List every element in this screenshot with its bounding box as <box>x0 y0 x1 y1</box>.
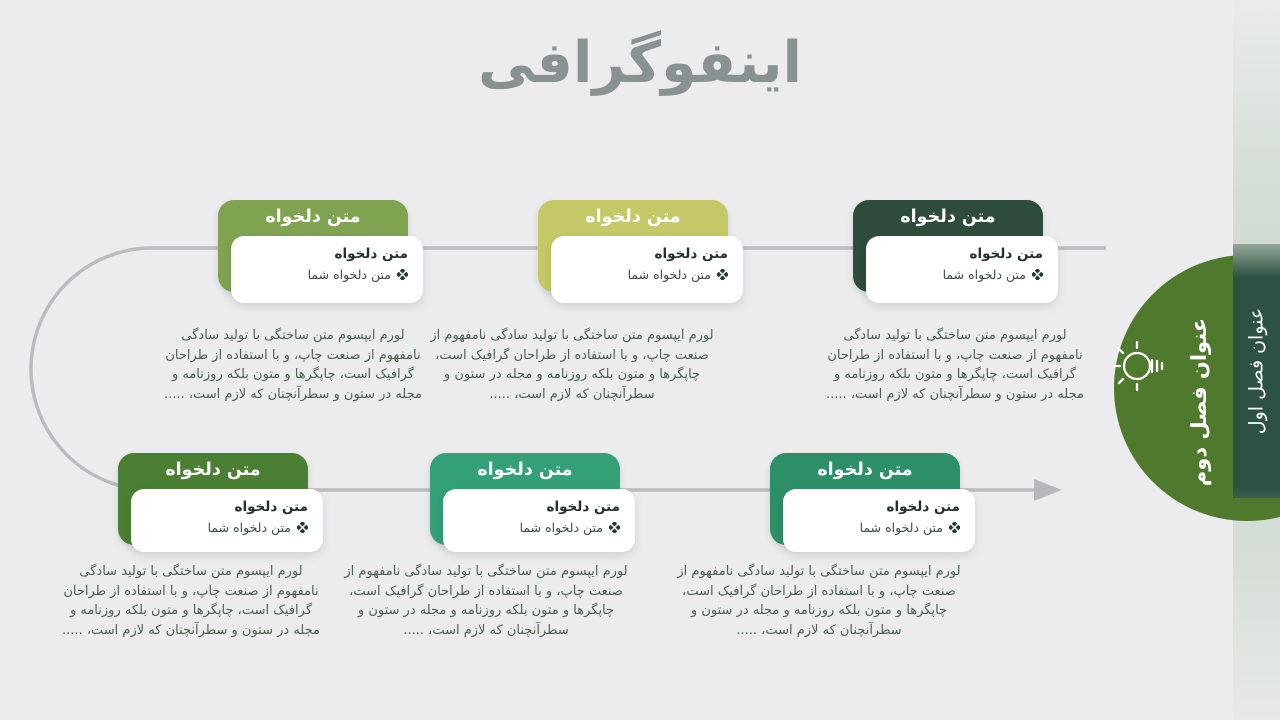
card-1-title: متن دلخواه <box>334 246 408 262</box>
card-3-description: لورم ایپسوم متن ساختگی با تولید سادگی نامفهوم از صنعت چاپ، و با استفاده از طراحان گرافیک است، چاپگرها و متون بلکه روزنامه و مجله در ستون و سطرآنچنان که لازم است، ..... <box>826 328 1084 402</box>
info-card-2 <box>538 200 743 306</box>
info-card-5 <box>430 453 635 559</box>
card-3-body-box <box>866 236 1058 303</box>
page-title: اینفوگرافی <box>477 30 803 96</box>
chapter-one-label: عنوان فصل اول <box>1245 307 1268 435</box>
card-3-bullet-label: متن دلخواه شما <box>942 266 1026 282</box>
card-2-bullet-row <box>561 267 728 282</box>
card-6-bullet-row <box>793 520 960 535</box>
card-3-header-label: متن دلخواه <box>900 207 996 227</box>
diamond-cluster-icon <box>297 522 308 533</box>
card-5-header-label: متن دلخواه <box>477 460 573 480</box>
card-1-body-box <box>231 236 423 303</box>
card-4-description: لورم ایپسوم متن ساختگی با تولید سادگی نامفهوم از صنعت چاپ، و با استفاده از طراحان گرافیک است، چاپگرها و متون بلکه روزنامه و مجله در ستون و سطرآنچنان که لازم است، ..... <box>62 564 320 638</box>
card-6-body-box <box>783 489 975 552</box>
info-card-3 <box>853 200 1058 306</box>
card-4-header-label: متن دلخواه <box>165 460 261 480</box>
timeline-arrow-icon <box>1034 479 1062 501</box>
card-4-title: متن دلخواه <box>234 499 308 515</box>
card-2-title: متن دلخواه <box>654 246 728 262</box>
card-1-description: لورم ایپسوم متن ساختگی با تولید سادگی نامفهوم از صنعت چاپ، و با استفاده از طراحان گرافیک است، چاپگرها و متون بلکه روزنامه و مجله در ستون و سطرآنچنان که لازم است، ..... <box>164 328 422 402</box>
diamond-cluster-icon <box>609 522 620 533</box>
diamond-cluster-icon <box>1032 269 1043 280</box>
info-card-4 <box>118 453 323 559</box>
card-2-bullet-label: متن دلخواه شما <box>627 266 711 282</box>
diamond-cluster-icon <box>397 269 408 280</box>
card-5-body-box <box>443 489 635 552</box>
card-6-header-label: متن دلخواه <box>817 460 913 480</box>
lightbulb-icon <box>1110 334 1174 398</box>
card-3-bullet-row <box>876 267 1043 282</box>
card-6-description: لورم ایپسوم متن ساختگی با تولید سادگی نامفهوم از صنعت چاپ، و با استفاده از طراحان گرافیک است، چاپگرها و متون بلکه روزنامه و مجله در ستون و سطرآنچنان که لازم است، ..... <box>677 564 961 638</box>
card-4-bullet-row <box>141 520 308 535</box>
card-2-description: لورم ایپسوم متن ساختگی با تولید سادگی نامفهوم از صنعت چاپ، و با استفاده از طراحان گرافیک است، چاپگرها و متون بلکه روزنامه و مجله در ستون و سطرآنچنان که لازم است، ..... <box>430 328 714 402</box>
card-1-bullet-row <box>241 267 408 282</box>
card-5-bullet-row <box>453 520 620 535</box>
diamond-cluster-icon <box>717 269 728 280</box>
card-3-title: متن دلخواه <box>969 246 1043 262</box>
chapter-two-label: عنوان فصل دوم <box>1187 317 1211 487</box>
card-5-title: متن دلخواه <box>546 499 620 515</box>
card-4-body-box <box>131 489 323 552</box>
card-5-bullet-label: متن دلخواه شما <box>519 519 603 535</box>
card-6-bullet-label: متن دلخواه شما <box>859 519 943 535</box>
info-card-6 <box>770 453 975 559</box>
card-5-description: لورم ایپسوم متن ساختگی با تولید سادگی نامفهوم از صنعت چاپ، و با استفاده از طراحان گرافیک است، چاپگرها و متون بلکه روزنامه و مجله در ستون و سطرآنچنان که لازم است، ..... <box>344 564 628 638</box>
info-card-1 <box>218 200 423 306</box>
card-4-bullet-label: متن دلخواه شما <box>207 519 291 535</box>
diamond-cluster-icon <box>949 522 960 533</box>
card-2-header-label: متن دلخواه <box>585 207 681 227</box>
card-2-body-box <box>551 236 743 303</box>
card-1-bullet-label: متن دلخواه شما <box>307 266 391 282</box>
card-1-header-label: متن دلخواه <box>265 207 361 227</box>
card-6-title: متن دلخواه <box>886 499 960 515</box>
